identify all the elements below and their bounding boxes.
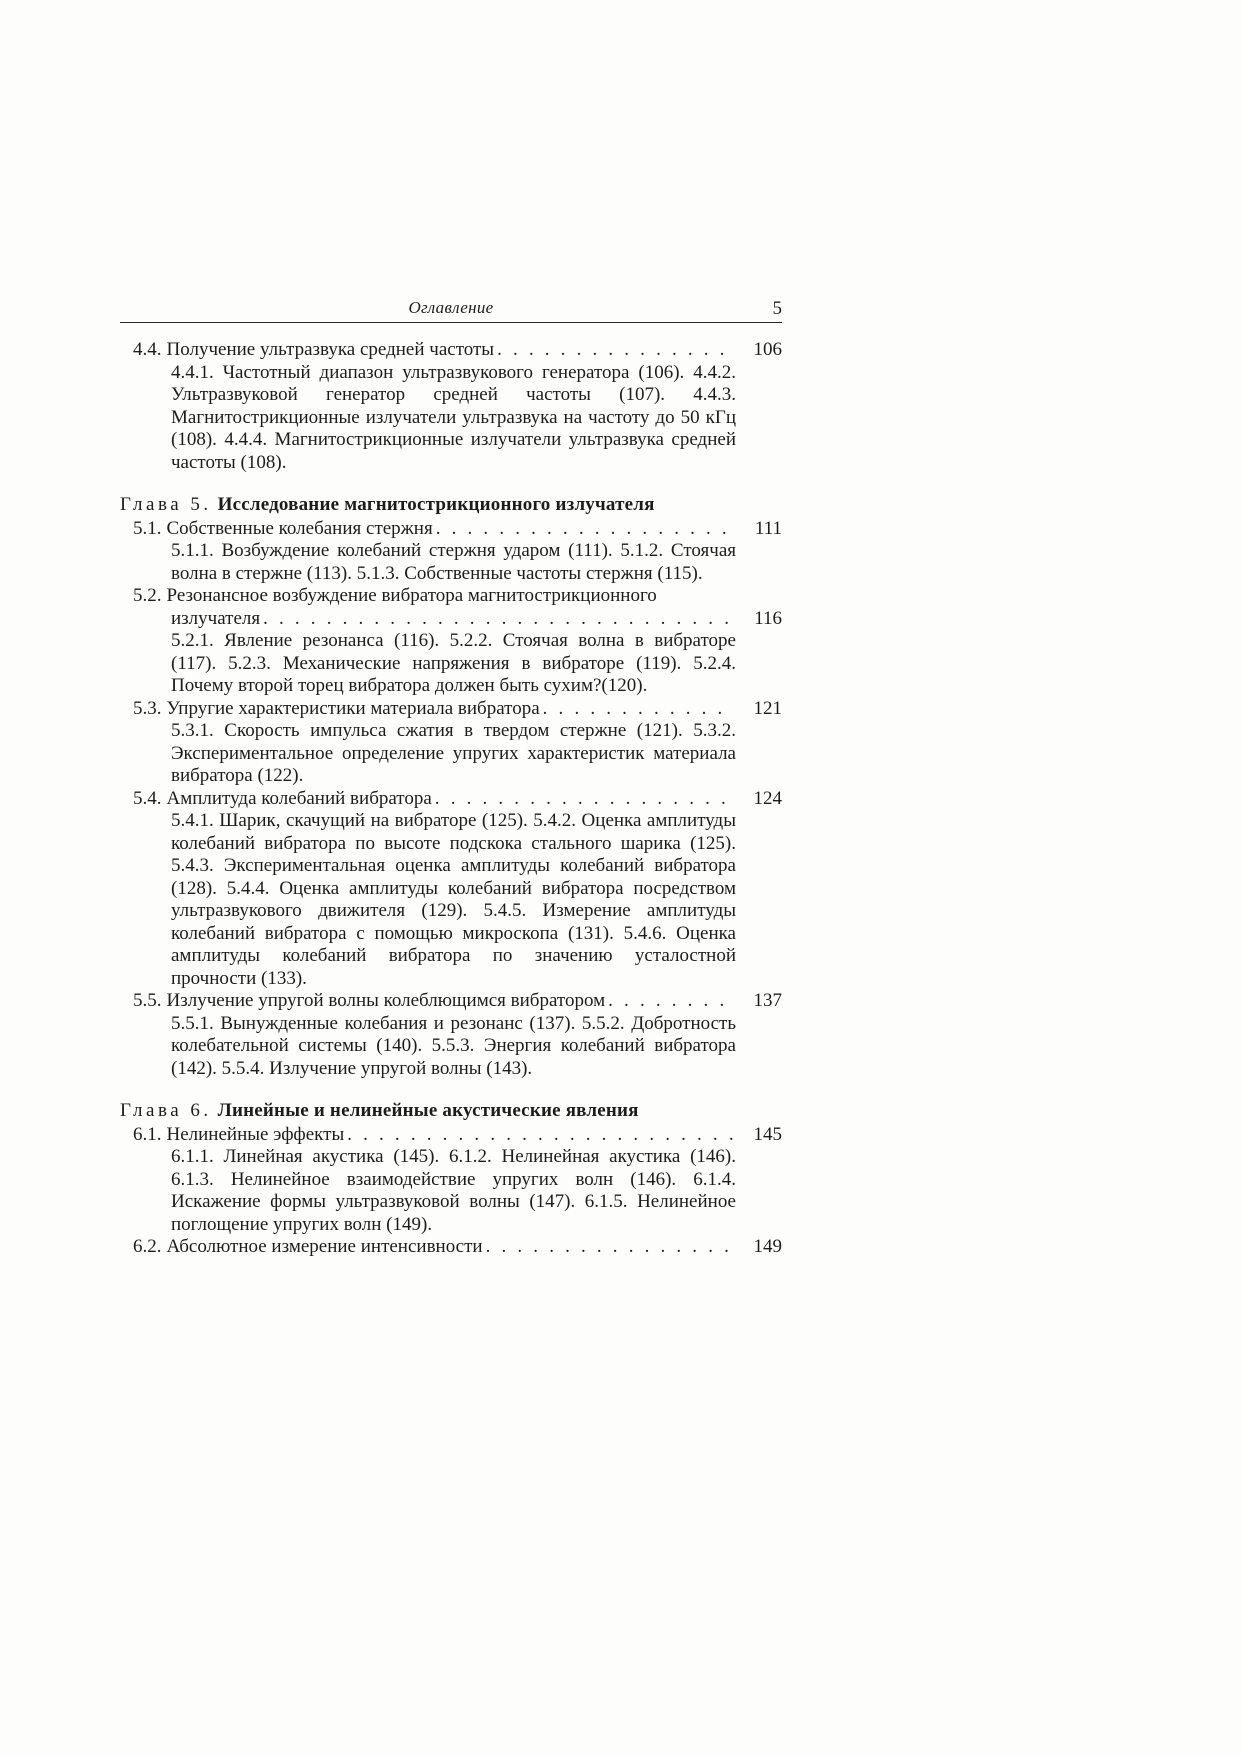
chapter-title: Исследование магнитострикционного излучателя — [217, 494, 655, 515]
subsection-list: 5.4.1. Шарик, скачущий на вибраторе (125). 5.4.2. Оценка амплитуды колебаний вибратора по высоте подскока стального шарика (125). 5.4.3. Экспериментальная оценка амплитуды колебаний вибратора (128). 5.4.4. Оценка амплитуды колебаний вибратора посредством ультразвукового движителя (129). 5.4.5. Измерение амплитуды колебаний вибратора с помощью микроскопа (131). 5.4.6. Оценка амплитуды колебаний вибратора по значению усталостной прочности (133). — [171, 810, 736, 989]
section-title: Получение ультразвука средней частоты — [166, 339, 495, 360]
section-title: Упругие характеристики материала вибратора — [166, 697, 540, 719]
section-number: 6.1. — [133, 1123, 162, 1145]
section-title: Абсолютное измерение интенсивности — [166, 1236, 483, 1257]
subsection-list: 5.5.1. Вынужденные колебания и резонанс (137). 5.5.2. Добротность колебательной системы (140). 5.5.3. Энергия колебаний вибратора (142). 5.5.4. Излучение упругой волны (143). — [171, 1012, 736, 1079]
toc-entry-6-2 — [133, 1236, 782, 1259]
header-page-number: 5 — [772, 298, 782, 319]
dot-leader — [435, 788, 733, 811]
dot-leader — [608, 990, 733, 1013]
section-title-continued: излучателя — [171, 607, 261, 629]
toc-entry-6-1 — [133, 1124, 782, 1237]
section-number: 5.4. — [133, 787, 162, 809]
dot-leader — [497, 339, 733, 362]
section-number: 5.1. — [133, 517, 162, 539]
subsection-list: 5.1.1. Возбуждение колебаний стержня ударом (111). 5.1.2. Стоячая волна в стержне (113). 5.1.3. Собственные частоты стержня (115). — [171, 540, 736, 584]
section-title: Собственные колебания стержня — [166, 517, 433, 539]
toc-entry-5-4 — [133, 788, 782, 991]
header-title: Оглавление — [408, 298, 494, 317]
toc-entry-4-4 — [133, 339, 782, 474]
toc-entry-5-1 — [133, 518, 782, 586]
section-number: 5.3. — [133, 697, 162, 719]
chapter-heading-6 — [120, 1100, 782, 1123]
toc-entry-5-2 — [133, 585, 782, 698]
page-number: 121 — [753, 697, 782, 719]
page-number: 145 — [753, 1123, 782, 1145]
section-number: 4.4. — [133, 339, 162, 360]
dot-leader — [436, 518, 733, 541]
table-of-contents — [120, 339, 782, 1259]
page-number: 111 — [754, 517, 782, 539]
toc-entry-5-3 — [133, 698, 782, 788]
toc-entry-5-5 — [133, 990, 782, 1080]
page-number: 149 — [753, 1236, 782, 1257]
chapter-title: Линейные и нелинейные акустические явления — [217, 1100, 639, 1121]
section-number: 5.2. — [133, 585, 162, 606]
running-header — [120, 296, 782, 323]
subsection-list: 4.4.1. Частотный диапазон ультразвукового генератора (106). 4.4.2. Ультразвуковой генератор средней частоты (107). 4.4.3. Магнитострикционные излучатели ультразвука на частоту до 50 кГц (108). 4.4.4. Магнитострикционные излучатели ультразвука средней частоты (108). — [171, 361, 736, 473]
section-title: Излучение упругой волны колеблющимся вибратором — [166, 990, 606, 1011]
section-number: 5.5. — [133, 990, 162, 1011]
section-title: Нелинейные эффекты — [166, 1123, 345, 1145]
dot-leader — [486, 1236, 733, 1259]
subsection-list: 6.1.1. Линейная акустика (145). 6.1.2. Нелинейная акустика (146). 6.1.3. Нелинейное взаимодействие упругих волн (146). 6.1.4. Искажение формы ультразвуковой волны (147). 6.1.5. Нелинейное поглощение упругих волн (149). — [171, 1146, 736, 1235]
chapter-label: Глава 6. — [120, 1100, 212, 1121]
page-number: 124 — [753, 787, 782, 809]
chapter-label: Глава 5. — [120, 494, 212, 515]
page-number: 137 — [753, 990, 782, 1011]
page-number: 116 — [754, 607, 782, 629]
chapter-heading-5 — [120, 494, 782, 517]
section-title: Амплитуда колебаний вибратора — [166, 787, 432, 809]
subsection-list: 5.2.1. Явление резонанса (116). 5.2.2. Стоячая волна в вибраторе (117). 5.2.3. Механические напряжения в вибраторе (119). 5.2.4. Почему второй торец вибратора должен быть сухим?(120). — [171, 630, 736, 696]
subsection-list: 5.3.1. Скорость импульса сжатия в твердом стержне (121). 5.3.2. Экспериментальное определение упругих характеристик материала вибратора (122). — [171, 720, 736, 786]
section-title: Резонансное возбуждение вибратора магнитострикционного — [166, 585, 657, 606]
dot-leader — [263, 608, 733, 631]
dot-leader — [347, 1124, 733, 1147]
page-number: 106 — [753, 339, 782, 360]
section-number: 6.2. — [133, 1236, 162, 1257]
dot-leader — [543, 698, 733, 721]
toc-page — [120, 296, 782, 1259]
